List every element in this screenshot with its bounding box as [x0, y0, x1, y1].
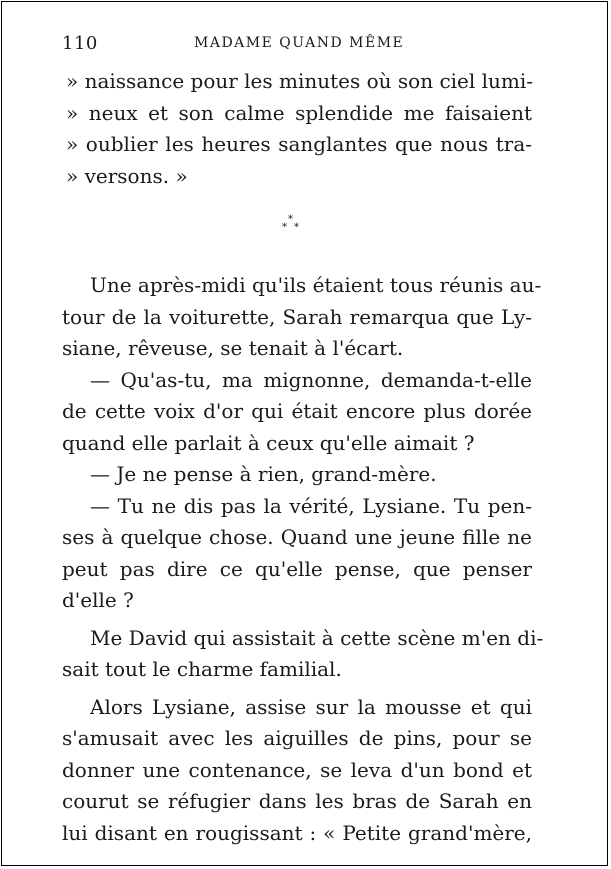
paragraph-line: Une après-midi qu'ils étaient tous réunis au- [90, 273, 542, 297]
asterism-star: * [288, 214, 293, 225]
paragraph-line: siane, rêveuse, se tenait à l'écart. [62, 336, 404, 360]
paragraph-line: Alors Lysiane, assise sur la mousse et qui [90, 694, 532, 719]
running-title: MADAME QUAND MÊME [194, 35, 405, 51]
page-header [62, 33, 532, 59]
quote-line: » versons. » [66, 163, 188, 188]
paragraph-line: — Je ne pense à rien, grand-mère. [90, 462, 437, 486]
paragraph-line: de cette voix d'or qui était encore plus dorée [62, 399, 532, 423]
paragraph-line: quand elle parlait à ceux qu'elle aimait ? [62, 430, 475, 455]
quote-line: » neux et son calme splendide me faisaient [66, 100, 532, 125]
paragraph-line: Me David qui assistait à cette scène m'en di- [90, 625, 544, 650]
quote-line: » oublier les heures sanglantes que nous tra- [66, 132, 532, 156]
asterism-ornament-icon [280, 213, 304, 237]
paragraph-line: sait tout le charme familial. [62, 657, 342, 681]
paragraph-line: lui disant en rougissant : « Petite grand'mère, [62, 820, 532, 845]
asterism-star: * [294, 222, 299, 233]
paragraph-line: tour de la voiturette, Sarah remarqua que Ly- [62, 304, 532, 329]
asterism-star: * [282, 222, 287, 233]
page-number: 110 [62, 33, 98, 54]
paragraph-line: peut pas dire ce qu'elle pense, que penser [62, 556, 532, 581]
paragraph-line: donner une contenance, se leva d'un bond et [62, 757, 532, 782]
paragraph-line: — Qu'as-tu, ma mignonne, demanda-t-elle [90, 367, 532, 392]
paragraph-line: courut se réfugier dans les bras de Sarah en [62, 789, 532, 813]
paragraph-line: ses à quelque chose. Quand une jeune fille ne [62, 525, 532, 549]
quote-continuation [62, 66, 532, 192]
quote-line: » naissance pour les minutes où son ciel lumi- [66, 69, 534, 93]
paragraph-line: d'elle ? [62, 588, 134, 612]
paragraph-line: — Tu ne dis pas la vérité, Lysiane. Tu pen- [90, 493, 532, 518]
paragraph-line: s'amusait avec les aiguilles de pins, pour se [62, 726, 532, 750]
body-text [62, 270, 544, 849]
